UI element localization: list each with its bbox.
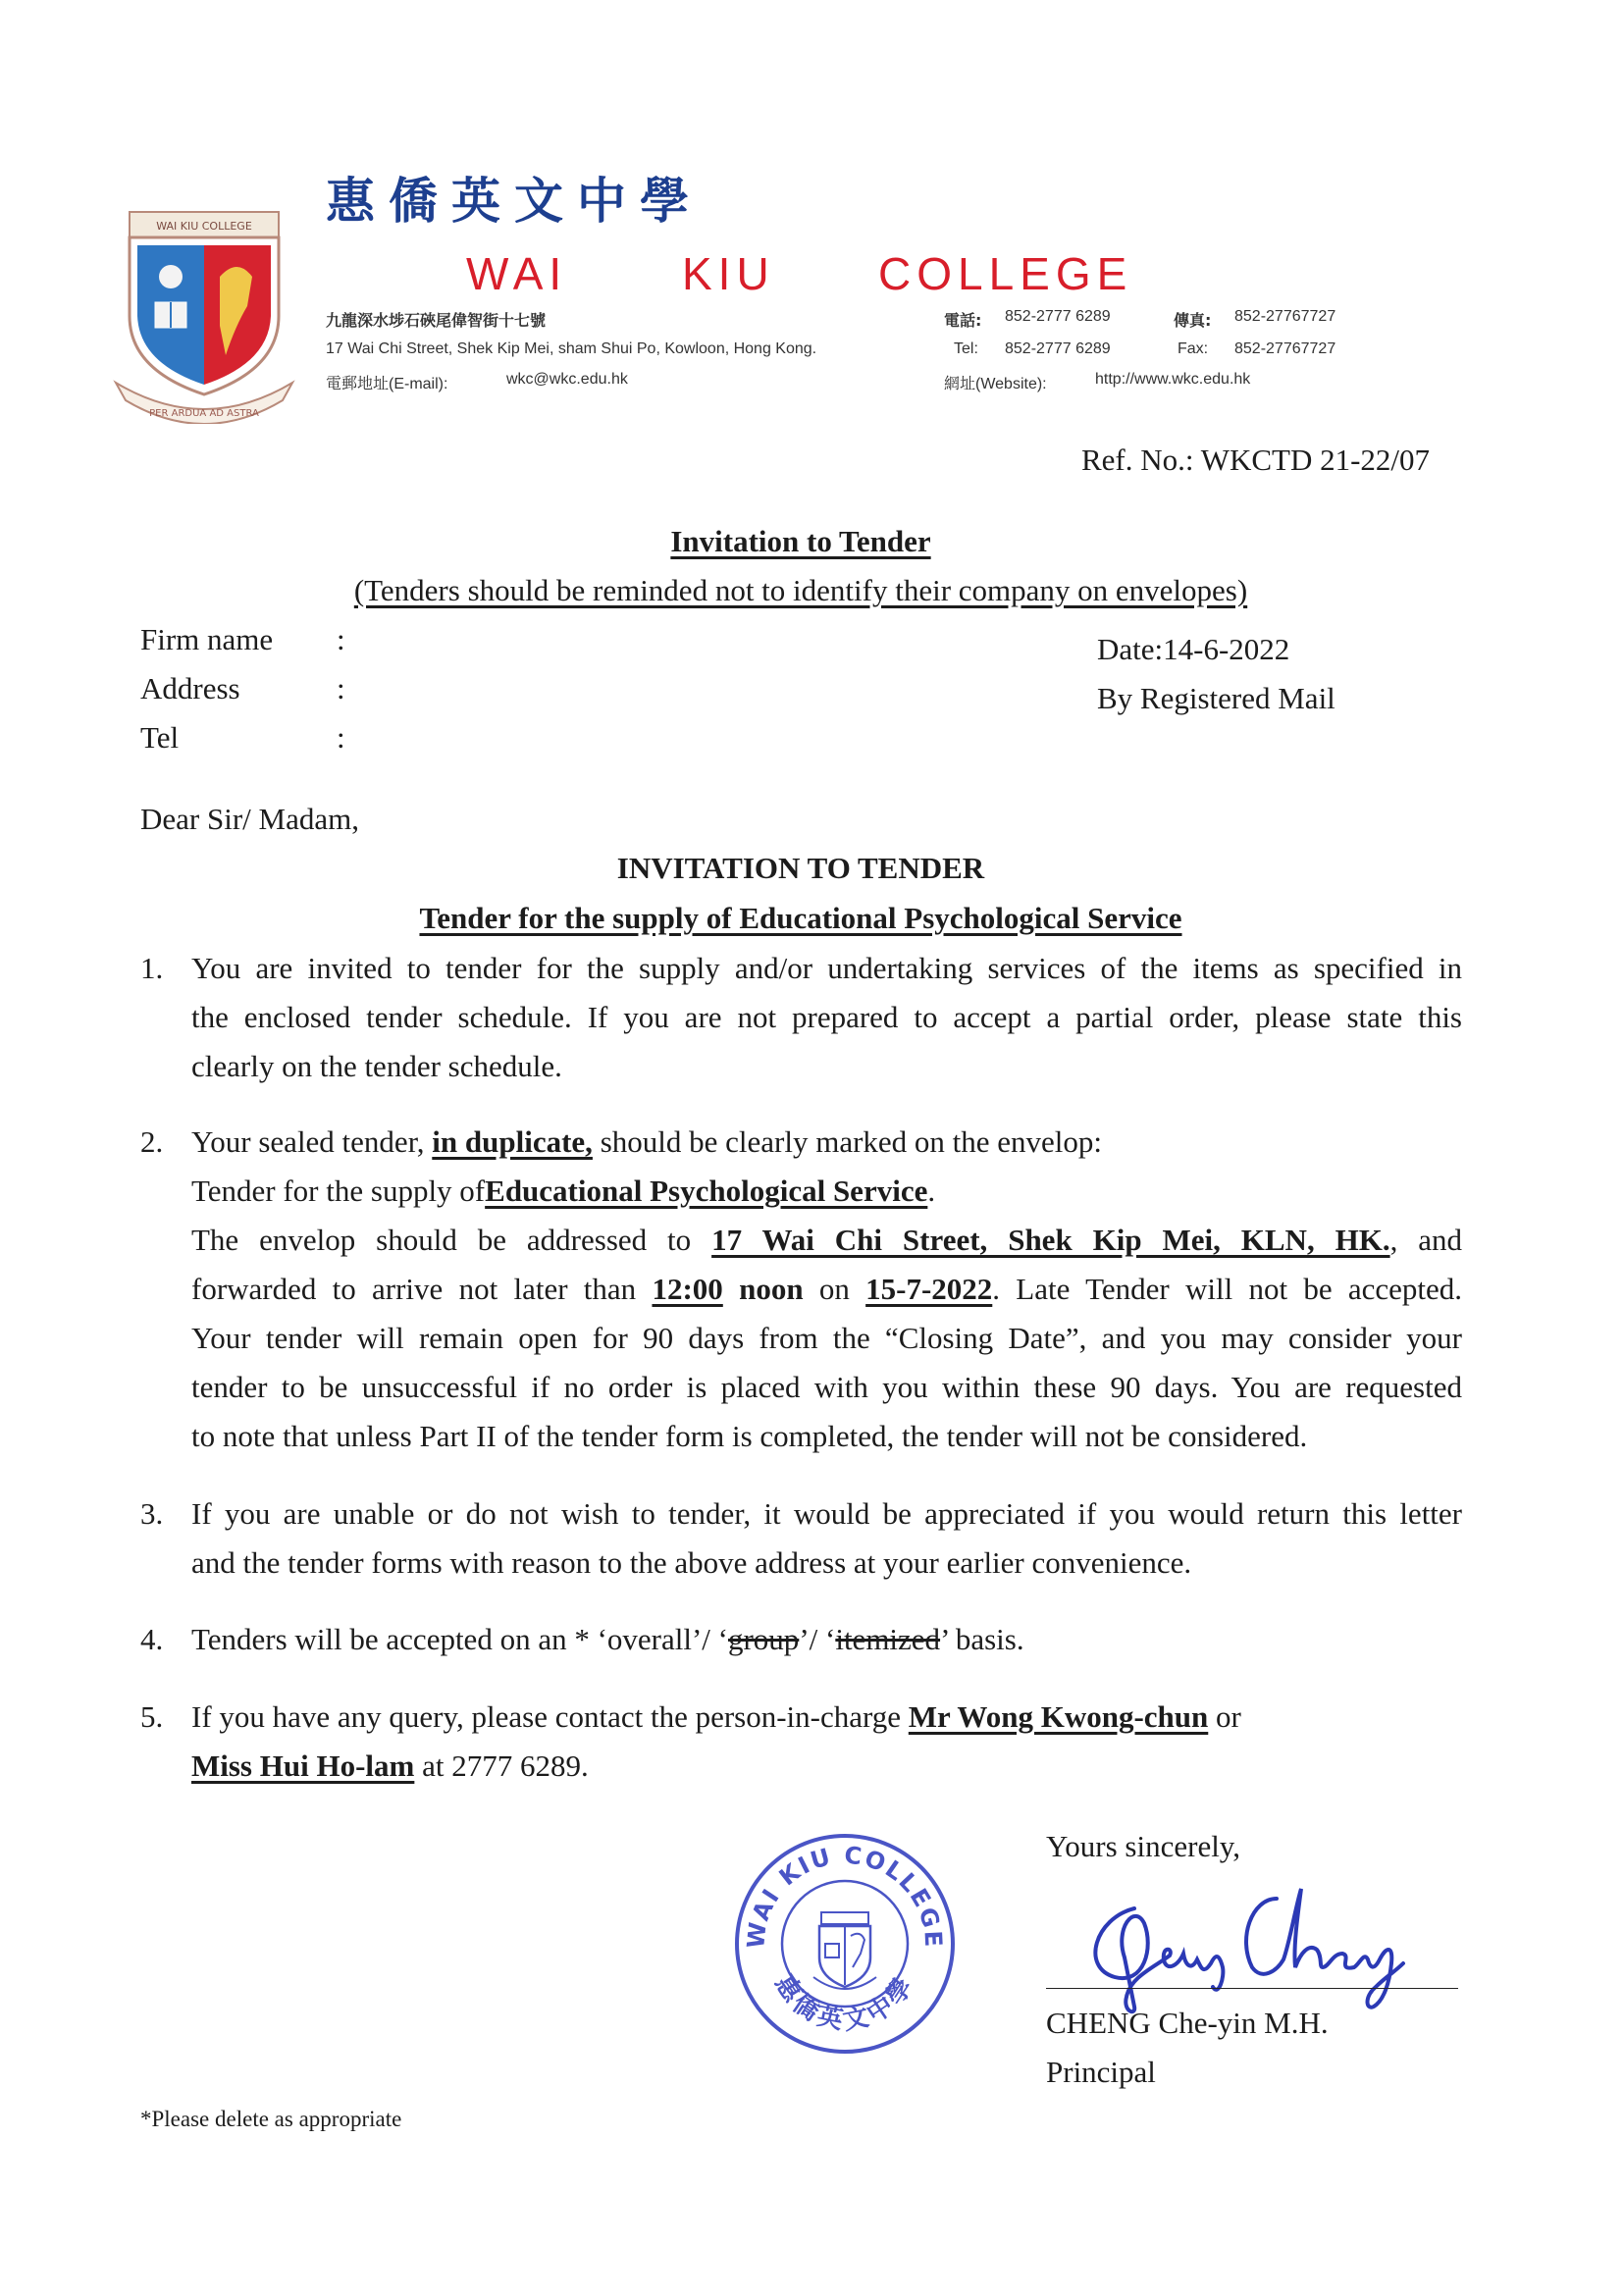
svg-text:PER ARDUA AD ASTRA: PER ARDUA AD ASTRA: [149, 408, 259, 419]
contact-person-2: Miss Hui Ho-lam: [191, 1748, 415, 1783]
footnote: *Please delete as appropriate: [140, 2107, 402, 2131]
school-name-word: WAI: [466, 248, 568, 299]
envelope-note: (Tenders should be reminded not to identify their company on envelopes): [353, 573, 1248, 607]
school-name-word: COLLEGE: [878, 248, 1133, 299]
letter-date: Date:14-6-2022: [1097, 632, 1290, 666]
school-chinese-name: 惠僑英文中學: [326, 172, 703, 230]
emphasis-time: 12:00: [652, 1272, 723, 1306]
signatory-title: Principal: [1046, 2055, 1156, 2089]
text: Your sealed tender,: [191, 1124, 425, 1159]
firm-name-label: Firm name: [140, 622, 274, 656]
item-2-line: Your tender will remain open for 90 days from the “Closing Date”, and you may consider your: [191, 1321, 1462, 1355]
fax-number: 852-27767727: [1234, 308, 1336, 325]
emphasis-noon: noon: [739, 1272, 804, 1306]
tel-label-english: Tel:: [954, 340, 978, 357]
tel-number: 852-2777 6289: [1005, 308, 1111, 325]
text: Tenders will be accepted on an * ‘overall’/ ‘: [191, 1622, 728, 1656]
address-colon: :: [337, 671, 345, 705]
tel-label: Tel: [140, 720, 180, 755]
item-number: 1.: [140, 951, 164, 985]
firm-name-colon: :: [337, 622, 345, 656]
signatory-name: CHENG Che-yin M.H.: [1046, 2006, 1329, 2040]
item-5-line: [191, 1693, 1462, 1742]
school-stamp: [731, 1830, 959, 2058]
salutation: Dear Sir/ Madam,: [140, 802, 359, 836]
delivery-method: By Registered Mail: [1097, 681, 1335, 715]
text: forwarded to arrive not later than: [191, 1272, 637, 1306]
item-number: 3.: [140, 1496, 164, 1531]
emphasis-closing-date: 15-7-2022: [865, 1272, 993, 1306]
svg-text:WAI KIU COLLEGE: WAI KIU COLLEGE: [156, 220, 252, 233]
text: .: [927, 1174, 936, 1208]
heading: INVITATION TO TENDER: [616, 851, 985, 885]
emphasis-address: 17 Wai Chi Street, Shek Kip Mei, KLN, HK.: [711, 1223, 1390, 1257]
stamp-inner-text: 惠僑英文中學: [768, 1969, 921, 2037]
school-name-word: KIU: [682, 248, 775, 299]
item-3-line: and the tender forms with reason to the above address at your earlier convenience.: [191, 1545, 1192, 1580]
emphasis-in-duplicate: in duplicate,: [432, 1124, 593, 1159]
email-link[interactable]: wkc@wkc.edu.hk: [506, 371, 628, 388]
fax-label-chinese: 傳真:: [1174, 311, 1212, 330]
text: should be clearly marked on the envelop:: [600, 1124, 1103, 1159]
fax-label-english: Fax:: [1178, 340, 1209, 357]
school-crest-logo: [110, 208, 298, 424]
text: , and: [1389, 1223, 1463, 1257]
item-5-line: [191, 1742, 1462, 1791]
fax-number: 852-27767727: [1234, 340, 1336, 357]
item-number: 4.: [140, 1622, 164, 1656]
address-english: 17 Wai Chi Street, Shek Kip Mei, sham Shui Po, Kowloon, Hong Kong.: [326, 340, 817, 357]
website-label: 網址(Website):: [944, 376, 1047, 392]
signature-line: [1046, 1988, 1458, 1989]
struck-group: group: [727, 1622, 800, 1656]
text: or: [1216, 1699, 1241, 1734]
subheading: Tender for the supply of Educational Psychological Service: [419, 901, 1182, 935]
emphasis-service-name: Educational Psychological Service: [485, 1174, 928, 1208]
item-2-line: tender to be unsuccessful if no order is placed with you within these 90 days. You are requested: [191, 1370, 1462, 1404]
tel-label-chinese: 電話:: [944, 311, 982, 330]
closing-phrase: Yours sincerely,: [1046, 1829, 1241, 1863]
website-link[interactable]: http://www.wkc.edu.hk: [1095, 371, 1251, 388]
reference-number: Ref. No.: WKCTD 21-22/07: [1081, 443, 1431, 477]
contact-person-1: Mr Wong Kwong-chun: [908, 1699, 1209, 1734]
item-3-line: If you are unable or do not wish to tender, it would be appreciated if you would return this letter: [191, 1496, 1462, 1531]
item-1-line: clearly on the tender schedule.: [191, 1049, 562, 1083]
text: . Late Tender will not be accepted.: [992, 1272, 1463, 1306]
address-label: Address: [140, 671, 240, 705]
item-number: 5.: [140, 1699, 164, 1734]
handwritten-signature: [1075, 1869, 1409, 2016]
email-label: 電郵地址(E-mail):: [326, 376, 448, 392]
text: The envelop should be addressed to: [191, 1223, 692, 1257]
item-2-line: [191, 1118, 1462, 1167]
item-1-line: the enclosed tender schedule. If you are not prepared to accept a partial order, please state this: [191, 1000, 1462, 1034]
text: ’/ ‘: [799, 1622, 836, 1656]
item-2-line: [191, 1216, 1462, 1265]
stamp-outer-text: WAI KIU COLLEGE: [742, 1841, 948, 1951]
item-1-line: You are invited to tender for the supply and/or undertaking services of the items as specified in: [191, 951, 1462, 985]
tel-number: 852-2777 6289: [1005, 340, 1111, 357]
tel-colon: :: [337, 720, 345, 755]
text: ’ basis.: [940, 1622, 1024, 1656]
item-number: 2.: [140, 1124, 164, 1159]
item-4-line: [191, 1615, 1462, 1664]
address-chinese: 九龍深水埗石硤尾偉智街十七號: [326, 311, 547, 330]
text: on: [818, 1272, 850, 1306]
document-title: Invitation to Tender: [670, 524, 931, 558]
text: at 2777 6289.: [422, 1748, 589, 1783]
item-2-line: [191, 1167, 1462, 1216]
struck-itemized: itemized: [835, 1622, 941, 1656]
text: Tender for the supply of: [191, 1174, 486, 1208]
item-2-line: to note that unless Part II of the tender form is completed, the tender will not be considered.: [191, 1419, 1308, 1453]
text: If you have any query, please contact the person-in-charge: [191, 1699, 902, 1734]
item-2-line: [191, 1265, 1462, 1314]
